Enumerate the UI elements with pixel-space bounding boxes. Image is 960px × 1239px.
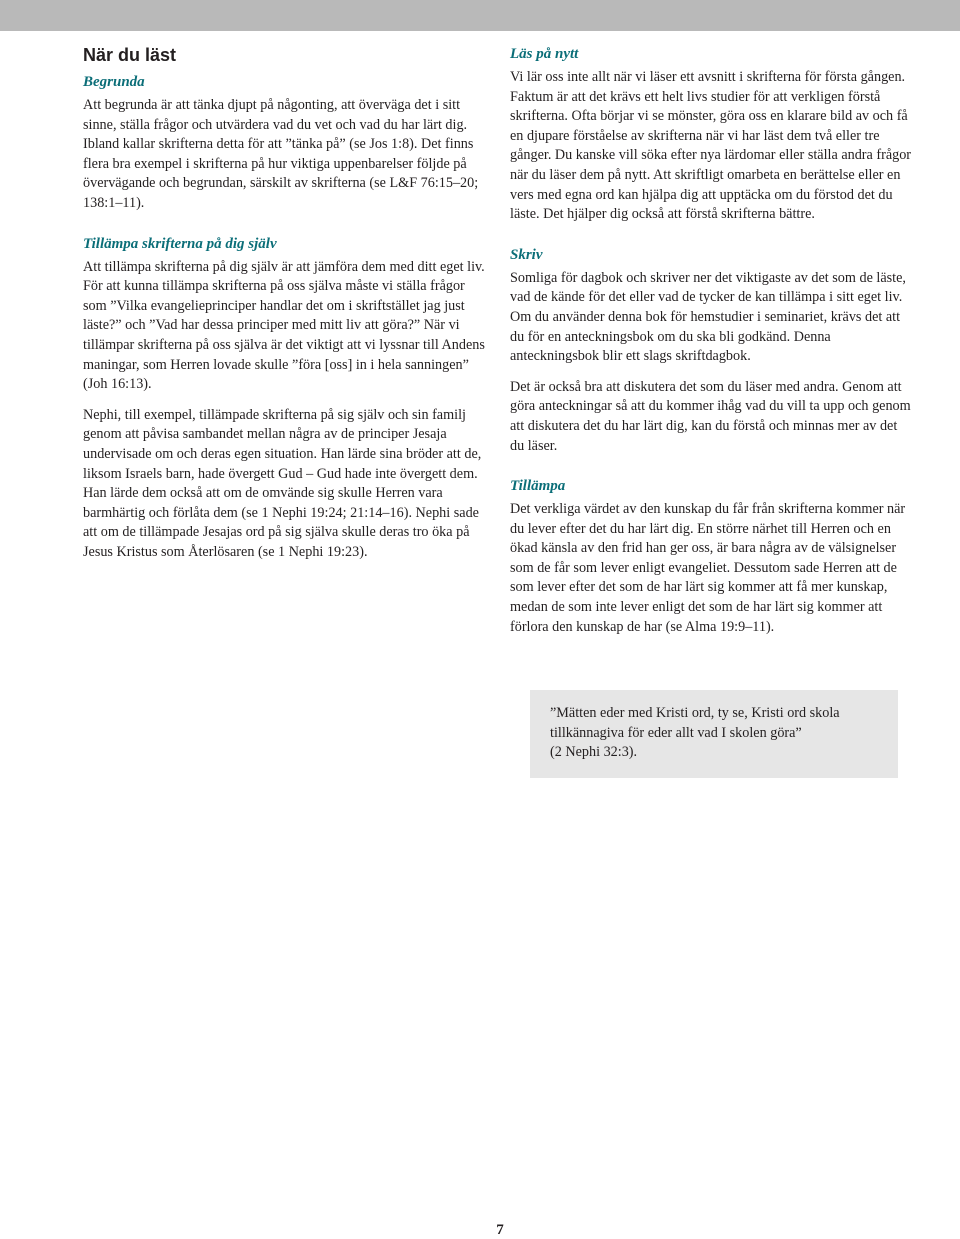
spacer: [83, 395, 485, 406]
quote-reference: (2 Nephi 32:3).: [550, 744, 638, 761]
tillampa-skrifterna-paragraph-1: Att tillämpa skrifterna på dig själv är att jämföra dem med ditt eget liv. För att kunna tillämpa skrifterna på oss själva måste vi ställa frågor som ”Vilka evangelieprinciper handlar det om i skriftstället jag just läste?” och ”Vad har dessa principer med mitt liv att göra?” När vi tillämpar skrifterna på oss själva är det viktigt att vi lyssnar till Andens maningar, som Herren lovade skulle ”föra [oss] in i hela sanningen” (Joh 16:13).: [83, 258, 485, 393]
top-bar: [0, 0, 960, 31]
heading-tillampa: Tillämpa: [510, 478, 566, 495]
spacer: [83, 214, 485, 234]
begrunda-text: Att begrunda är att tänka djupt på någonting, att överväga det i sitt sinne, ställa frågor och utvärdera vad du vet och vad du har lärt dig. Ibland kallar skrifterna detta för att ”tänka på” (se Jos 1:8). Det finns flera bra exempel i skrifterna på hur viktiga uppenbarelser följde på övervägande och begrundan, särskilt av skrifterna (se L&F 76:15–20; 138:1–11).: [83, 97, 479, 211]
heading-begrunda: Begrunda: [83, 74, 145, 90]
spacer: [510, 456, 912, 476]
spacer: [510, 225, 912, 245]
left-column: [83, 44, 485, 562]
page-number: 7: [496, 1222, 504, 1238]
page-title: När du läst: [83, 45, 177, 65]
heading-tillampa-skrifterna: Tillämpa skrifterna på dig själv: [83, 235, 277, 252]
skriv-paragraph-1: Somliga för dagbok och skriver ner det viktigaste av det som de läste, vad de kände för det eller vad de tycker de kan tillämpa i sitt eget liv. Om du använder denna bok för hemstudier i seminariet, krävs det att du för en anteckningsbok om du ska bli godkänd. Denna anteckningsbok blir ett slags skriftdagbok.: [510, 269, 906, 365]
quote-text: ”Mätten eder med Kristi ord, ty se, Kristi ord skola tillkännagiva för eder allt vad I skolen göra”: [550, 705, 840, 741]
scripture-quote-box: [530, 690, 898, 778]
tillampa-skrifterna-paragraph-2: Nephi, till exempel, tillämpade skrifterna på sig själv och sin familj genom att påvisa sambandet mellan några av de principer Jesaja undervisade om och deras egen situation. Han lärde sina bröder att de, liksom Israels barn, hade övergett Gud – Gud hade inte övergett dem. Han lärde dem också att om de omvände sig skulle Herren vara barmhärtig och förlåta dem (se 1 Nephi 19:24; 21:14–16). Nephi sade att om de tillämpade Jesajas ord på sig själva skulle deras tro öka på Jesus Kristus som Återlösaren (se 1 Nephi 19:23).: [83, 406, 482, 560]
spacer: [510, 367, 912, 378]
tillampa-text: Det verkliga värdet av den kunskap du får från skrifterna kommer när du lever efter det du har lärt dig. En större närhet till Herren och en ökad känsla av den frid han ger oss, är bara några av de välsignelser som de får som lever enligt evangeliet. Dessutom sade Herren att de som lever efter det som de har lärt sig kommer att få mer kunskap, medan de som inte lever enligt det som de har lärt sig kommer att förlora den kunskap de har (se Alma 19:9–11).: [510, 501, 906, 635]
las-pa-nytt-text: Vi lär oss inte allt när vi läser ett avsnitt i skrifterna för första gången. Faktum är att det krävs ett helt livs studier för att verkligen förstå skrifterna. Ofta börjar vi se mönster, göra oss en klarare bild av och få en djupare förståelse av skrifterna när vi har läst dem två eller tre gånger. Du kanske vill söka efter nya lärdomar eller ställa andra frågor när du läser dem på nytt. Att skriftligt omarbeta en berättelse eller en vers med egna ord kan hjälpa dig att upptäcka om du förstod det du läste. Det hjälper dig också att förstå skrifterna bättre.: [510, 69, 912, 223]
skriv-paragraph-2: Det är också bra att diskutera det som du läser med andra. Genom att göra anteckningar så att du kommer ihåg vad du vill ta upp och genom att diskutera det du har lärt dig, kan du förstå och minnas mer av det du läser.: [510, 378, 911, 454]
heading-las-pa-nytt: Läs på nytt: [510, 46, 579, 62]
heading-skriv: Skriv: [510, 246, 543, 263]
right-column: [510, 44, 912, 637]
